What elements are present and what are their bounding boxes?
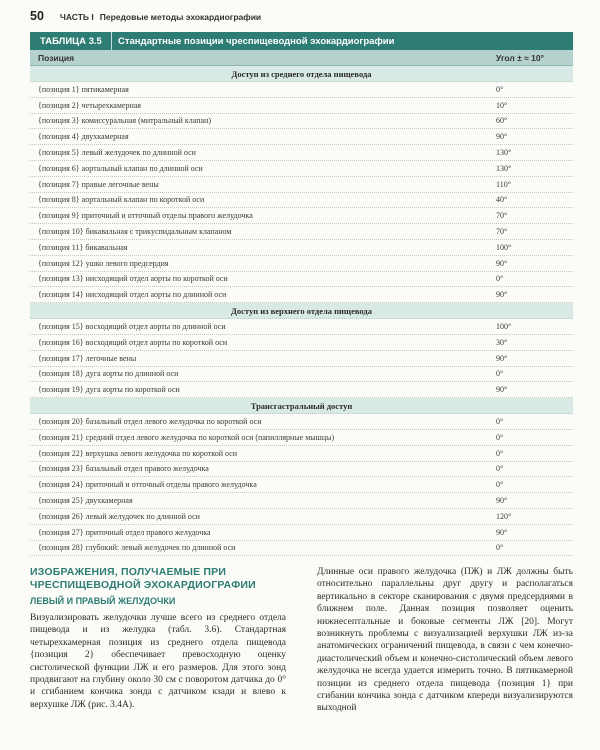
angle-cell: 130°: [496, 163, 512, 173]
table-row: [30, 129, 573, 145]
position-cell: {позиция 26} левый желудочек по длинной оси: [38, 511, 200, 521]
angle-cell: 0°: [496, 480, 504, 490]
table-row: [30, 319, 573, 335]
table-body: [30, 66, 573, 556]
table-row: [30, 114, 573, 130]
table-row: [30, 193, 573, 209]
paragraph-right: Длинные оси правого желудочка (ПЖ) и ЛЖ должны быть относительно параллельны друг другу и располагаться вертикально в секторе сканирования с двумя предсердиями в ближнем поле. Данная позиция позволяет оценить нижнесептальные и боковые сегменты ЛЖ [20]. Могут возникнуть проблемы с визуализацией верхушки ЛЖ из-за анатомических ограничений пищевода, в связи с чем конечно-диастолический объем и конечно-систолический объем левого желудочка не всегда удается измерить точно. В пятикамерной позиции из среднего отдела пищевода {позиция 1} при сгибании кончика зонда с датчиком кпереди визуализируются выходной: [317, 567, 573, 714]
position-cell: {позиция 10} бикавальная с трикуспидальным клапаном: [38, 227, 232, 237]
table-row: [30, 208, 573, 224]
table-title: Стандартные позиции чреспищеводной эхокардиографии: [118, 35, 395, 47]
position-cell: {позиция 18} дуга аорты по длинной оси: [38, 369, 179, 379]
table-row: [30, 240, 573, 256]
position-cell: {позиция 13} нисходящий отдел аорты по короткой оси: [38, 274, 228, 284]
table-row: [30, 335, 573, 351]
angle-cell: 90°: [496, 385, 508, 395]
angle-cell: 100°: [496, 322, 512, 332]
table-row: [30, 287, 573, 303]
section-heading: ИЗОБРАЖЕНИЯ, ПОЛУЧАЕМЫЕ ПРИ ЧРЕСПИЩЕВОДНОЙ ЭХОКАРДИОГРАФИИ: [30, 566, 256, 591]
column-position-header: Позиция: [38, 52, 75, 63]
angle-cell: 0°: [496, 464, 504, 474]
table-row: [30, 493, 573, 509]
angle-cell: 40°: [496, 195, 508, 205]
position-cell: {позиция 9} приточный и отточный отделы правого желудочка: [38, 211, 253, 221]
position-cell: {позиция 17} легочные вены: [38, 353, 137, 363]
angle-cell: 0°: [496, 84, 504, 94]
position-cell: {позиция 19} дуга аорты по короткой оси: [38, 385, 180, 395]
article-left-column: [30, 566, 286, 715]
table-row: [30, 382, 573, 398]
table-row: [30, 477, 573, 493]
position-cell: {позиция 4} двухкамерная: [38, 132, 129, 142]
position-cell: {позиция 22} верхушка левого желудочка по короткой оси: [38, 448, 238, 458]
table-row: [30, 177, 573, 193]
table-row: [30, 367, 573, 383]
part-label: ЧАСТЬ I: [59, 12, 94, 22]
angle-cell: 60°: [496, 116, 508, 126]
angle-cell: 90°: [496, 290, 508, 300]
positions-table: [30, 32, 573, 556]
position-cell: {позиция 1} пятикамерная: [38, 84, 129, 94]
table-row: [30, 82, 573, 98]
angle-cell: 0°: [496, 369, 504, 379]
table-row: [30, 462, 573, 478]
angle-cell: 70°: [496, 227, 508, 237]
table-row: [30, 414, 573, 430]
position-cell: {позиция 11} бикавальная: [38, 242, 128, 252]
table-label: ТАБЛИЦА 3.5: [30, 32, 112, 50]
position-cell: {позиция 16} восходящий отдел аорты по короткой оси: [38, 337, 228, 347]
angle-cell: 70°: [496, 211, 508, 221]
position-cell: {позиция 2} четырехкамерная: [38, 100, 141, 110]
table-row: [30, 351, 573, 367]
angle-cell: 90°: [496, 527, 508, 537]
chapter-title: Передовые методы эхокардиографии: [99, 12, 262, 22]
table-section-header: Доступ из верхнего отдела пищевода: [30, 303, 573, 319]
position-cell: {позиция 14} нисходящий отдел аорты по длинной оси: [38, 290, 227, 300]
angle-cell: 110°: [496, 179, 511, 189]
angle-cell: 120°: [496, 511, 512, 521]
position-cell: {позиция 20} базальный отдел левого желудочка по короткой оси: [38, 417, 262, 427]
table-row: [30, 161, 573, 177]
article-body: [30, 566, 573, 715]
position-cell: {позиция 25} двухкамерная: [38, 496, 133, 506]
position-cell: {позиция 3} комиссуральная (митральный клапан): [38, 116, 211, 126]
paragraph-left: Визуализировать желудочки лучше всего из среднего отдела пищевода и из желудка (табл. 3.6). Стандартная четырехкамерная позиция из среднего отдела пищевода {позиция 2} обеспечивает превосходную оценку систолической функции ЛЖ и его размеров. Для этого зонд продвигают на глубину около 30 см с поворотом датчика до 0° и сгибанием кончика зонда с датчиком кзади и влево к верхушке ЛЖ (рис. 3.4А).: [30, 613, 286, 710]
article-right-column: [317, 566, 573, 715]
position-cell: {позиция 5} левый желудочек по длинной оси: [38, 148, 196, 158]
position-cell: {позиция 6} аортальный клапан по длинной оси: [38, 163, 203, 173]
table-column-header: [30, 50, 573, 66]
section-subheading: ЛЕВЫЙ И ПРАВЫЙ ЖЕЛУДОЧКИ: [30, 596, 176, 606]
angle-cell: 0°: [496, 543, 504, 553]
position-cell: {позиция 27} приточный отдел правого желудочка: [38, 527, 211, 537]
position-cell: {позиция 21} средний отдел левого желудочка по короткой оси (папиллярные мышцы): [38, 432, 335, 442]
table-row: [30, 98, 573, 114]
angle-cell: 0°: [496, 417, 504, 427]
angle-cell: 0°: [496, 274, 504, 284]
table-section-header: Доступ из среднего отдела пищевода: [30, 66, 573, 82]
table-row: [30, 272, 573, 288]
table-row: [30, 509, 573, 525]
table-row: [30, 446, 573, 462]
angle-cell: 90°: [496, 353, 508, 363]
table-row: [30, 145, 573, 161]
column-angle-header: Угол ± ≈ 10°: [496, 52, 545, 63]
table-row: [30, 430, 573, 446]
position-cell: {позиция 8} аортальный клапан по короткой оси: [38, 195, 205, 205]
angle-cell: 90°: [496, 132, 508, 142]
position-cell: {позиция 7} правые легочные вены: [38, 179, 159, 189]
table-row: [30, 256, 573, 272]
table-section-header: Трансгастральный доступ: [30, 398, 573, 414]
angle-cell: 0°: [496, 432, 504, 442]
position-cell: {позиция 28} глубокий: левый желудочек по длинной оси: [38, 543, 236, 553]
angle-cell: 10°: [496, 100, 508, 110]
table-row: [30, 541, 573, 557]
angle-cell: 100°: [496, 242, 512, 252]
position-cell: {позиция 12} ушко левого предсердия: [38, 258, 169, 268]
running-head: [30, 9, 261, 25]
angle-cell: 0°: [496, 448, 504, 458]
position-cell: {позиция 15} восходящий отдел аорты по длинной оси: [38, 322, 226, 332]
angle-cell: 130°: [496, 148, 512, 158]
table-row: [30, 224, 573, 240]
page-number: 50: [30, 9, 44, 23]
angle-cell: 30°: [496, 337, 508, 347]
position-cell: {позиция 23} базальный отдел правого желудочка: [38, 464, 209, 474]
angle-cell: 90°: [496, 496, 508, 506]
table-row: [30, 525, 573, 541]
angle-cell: 90°: [496, 258, 508, 268]
table-title-bar: [30, 32, 573, 50]
position-cell: {позиция 24} приточный и отточный отделы правого желудочка: [38, 480, 257, 490]
